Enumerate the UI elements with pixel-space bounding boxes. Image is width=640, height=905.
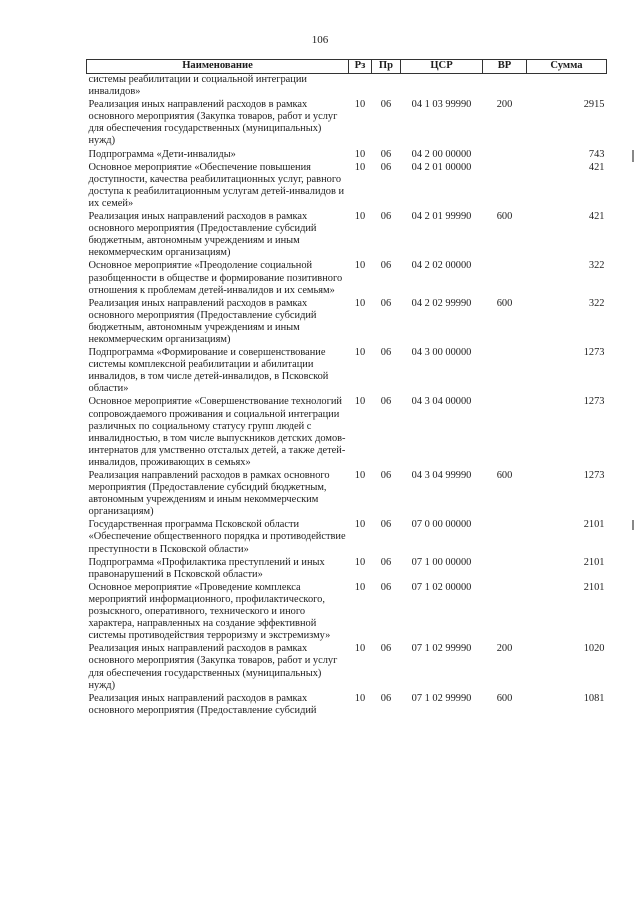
cell-csr: 07 1 02 99990 [411,692,472,704]
cell-pr: 06 [380,148,392,160]
cell-sum: 1081 [583,692,605,704]
cell-name: Государственная программа Псковской области «Обеспечение общественного порядка и противодействие преступности в Псковской области» [88,519,346,555]
table-row [87,162,607,211]
cell-csr: 04 3 04 00000 [411,396,472,408]
cell-pr: 06 [380,470,392,481]
table-row [87,396,607,470]
cell-sum: 2101 [583,556,605,568]
cell-rz: 10 [354,148,366,160]
cell-name: Реализация иных направлений расходов в рамках основного мероприятия (Предоставление субсидий [88,692,317,716]
cell-name: Реализация иных направлений расходов в рамках основного мероприятия (Предоставление субсидий бюджетным, автономным учреждениям и иным некоммерческим организациям) [88,211,317,259]
header-pr: Пр [372,60,401,74]
cell-pr: 06 [380,519,392,531]
cell-vr [483,557,527,582]
cell-vr: 200 [496,643,513,655]
cell-sum: 1273 [583,470,605,481]
cell-pr: 06 [380,643,392,655]
cell-sum: 1273 [583,396,605,408]
cell-rz: 10 [354,470,366,481]
cell-vr [483,149,527,162]
cell-sum: 2101 [583,581,605,593]
cell-vr [483,74,527,100]
table-row [87,347,607,396]
cell-pr: 06 [380,347,392,359]
table-row [87,211,607,260]
budget-table [86,59,607,718]
cell-rz: 10 [354,556,366,568]
cell-rz: 10 [354,99,366,111]
cell-sum: 421 [588,211,605,223]
header-vr: ВР [483,60,527,74]
cell-rz: 10 [354,519,366,531]
header-csr: ЦСР [401,60,483,74]
cell-sum: 2915 [583,99,605,111]
cell-csr: 04 2 02 99990 [411,297,472,309]
cell-sum: 1273 [583,347,605,359]
cell-rz: 10 [354,211,366,223]
cell-csr: 04 2 00 00000 [411,148,472,160]
scan-edge-mark [632,520,634,530]
cell-sum: 322 [588,297,605,309]
cell-csr: 04 2 01 99990 [411,211,472,223]
cell-csr: 07 1 02 99990 [411,643,472,655]
cell-csr: 04 1 03 99990 [411,99,472,111]
cell-vr: 200 [496,99,513,111]
table-row [87,74,607,100]
cell-rz: 10 [354,161,366,173]
page-number: 106 [311,34,329,46]
cell-sum: 322 [588,260,605,272]
cell-rz: 10 [354,396,366,408]
cell-pr: 06 [380,260,392,272]
cell-pr: 06 [380,556,392,568]
cell-vr [483,396,527,470]
cell-pr: 06 [380,211,392,223]
cell-csr: 07 0 00 00000 [411,519,472,531]
cell-vr: 600 [496,692,513,704]
cell-pr: 06 [380,396,392,408]
cell-name: Подпрограмма «Формирование и совершенствование системы комплексной реабилитации и абилитации инвалидов, в том числе детей-инвалидов, в Псковской области» [88,347,329,395]
cell-sum: 2101 [583,519,605,531]
table-row [87,470,607,519]
cell-pr: 06 [380,161,392,173]
header-rz: Рз [349,60,372,74]
header-name: Наименование [87,60,349,74]
cell-csr: 04 3 00 00000 [411,347,472,359]
cell-name: Реализация направлений расходов в рамках основного мероприятия (Предоставление субсидий бюджетным, автономным учреждениям и иным некоммерческим организациям) [88,470,330,518]
cell-pr: 06 [380,692,392,704]
cell-name: Основное мероприятие «Проведение комплекса мероприятий информационного, профилактического, розыскного, оперативного, технического и иного характера, направленных на создание эффективной системы противодействия терроризму и экстремизму» [88,581,331,642]
table-row [87,643,607,692]
cell-name: Реализация иных направлений расходов в рамках основного мероприятия (Закупка товаров, работ и услуг для обеспечения государственных (муниципальных) нужд) [88,99,338,147]
cell-pr: 06 [380,99,392,111]
cell-vr [483,519,527,556]
cell-pr: 06 [380,297,392,309]
cell-rz: 10 [354,260,366,272]
table-header-row [87,60,607,74]
cell-vr [483,260,527,297]
cell-pr: 06 [380,581,392,593]
cell-name: Реализация иных направлений расходов в рамках основного мероприятия (Закупка товаров, работ и услуг для обеспечения государственных (муниципальных) нужд) [88,643,338,691]
cell-csr: 04 3 04 99990 [411,470,472,481]
header-sum: Сумма [527,60,607,74]
cell-name: Основное мероприятие «Обеспечение повышения доступности, качества реабилитационных услуг, равного доступа к реабилитационным услугам детей-инвалидов и их семей» [88,161,345,209]
cell-vr: 600 [496,211,513,223]
cell-sum: 743 [588,148,605,160]
scan-edge-mark [632,150,634,162]
cell-vr [483,162,527,211]
table-row [87,298,607,347]
cell-name: Подпрограмма «Дети-инвалиды» [88,148,236,160]
cell-csr: 04 2 01 00000 [411,161,472,173]
cell-rz: 10 [354,581,366,593]
table-row [87,519,607,556]
cell-vr [483,582,527,643]
table-row [87,99,607,148]
table-row [87,693,607,718]
cell-csr: 04 2 02 00000 [411,260,472,272]
cell-name: Основное мероприятие «Совершенствование технологий сопровождаемого проживания и социальной интеграции различных по социальному статусу групп людей с инвалидностью, в том числе выпускников детских домов-интернатов для умственно отсталых детей, а также детей-инвалидов, проживающих в семьях» [88,396,346,468]
cell-rz: 10 [354,297,366,309]
cell-name: Подпрограмма «Профилактика преступлений и иных правонарушений в Псковской области» [88,556,325,580]
table-row [87,149,607,162]
cell-name: Основное мероприятие «Преодоление социальной разобщенности в обществе и формирование позитивного отношения к проблемам детей-инвалидов и их семьям» [88,260,343,296]
cell-rz [349,74,372,100]
cell-name: Реализация иных направлений расходов в рамках основного мероприятия (Предоставление субсидий бюджетным, автономным учреждениям и иным некоммерческим организациям) [88,297,317,345]
cell-pr [372,74,401,100]
cell-rz: 10 [354,692,366,704]
table-row [87,557,607,582]
table-row [87,582,607,643]
cell-csr: 07 1 02 00000 [411,581,472,593]
cell-sum: 1020 [583,643,605,655]
table-row [87,260,607,297]
cell-vr [483,347,527,396]
cell-vr: 600 [496,297,513,309]
cell-sum: 421 [588,161,605,173]
cell-csr: 07 1 00 00000 [411,556,472,568]
cell-csr [401,74,483,100]
cell-name: системы реабилитации и социальной интеграции инвалидов» [88,74,307,98]
cell-rz: 10 [354,347,366,359]
cell-vr: 600 [496,470,513,481]
cell-sum [527,74,607,100]
cell-rz: 10 [354,643,366,655]
